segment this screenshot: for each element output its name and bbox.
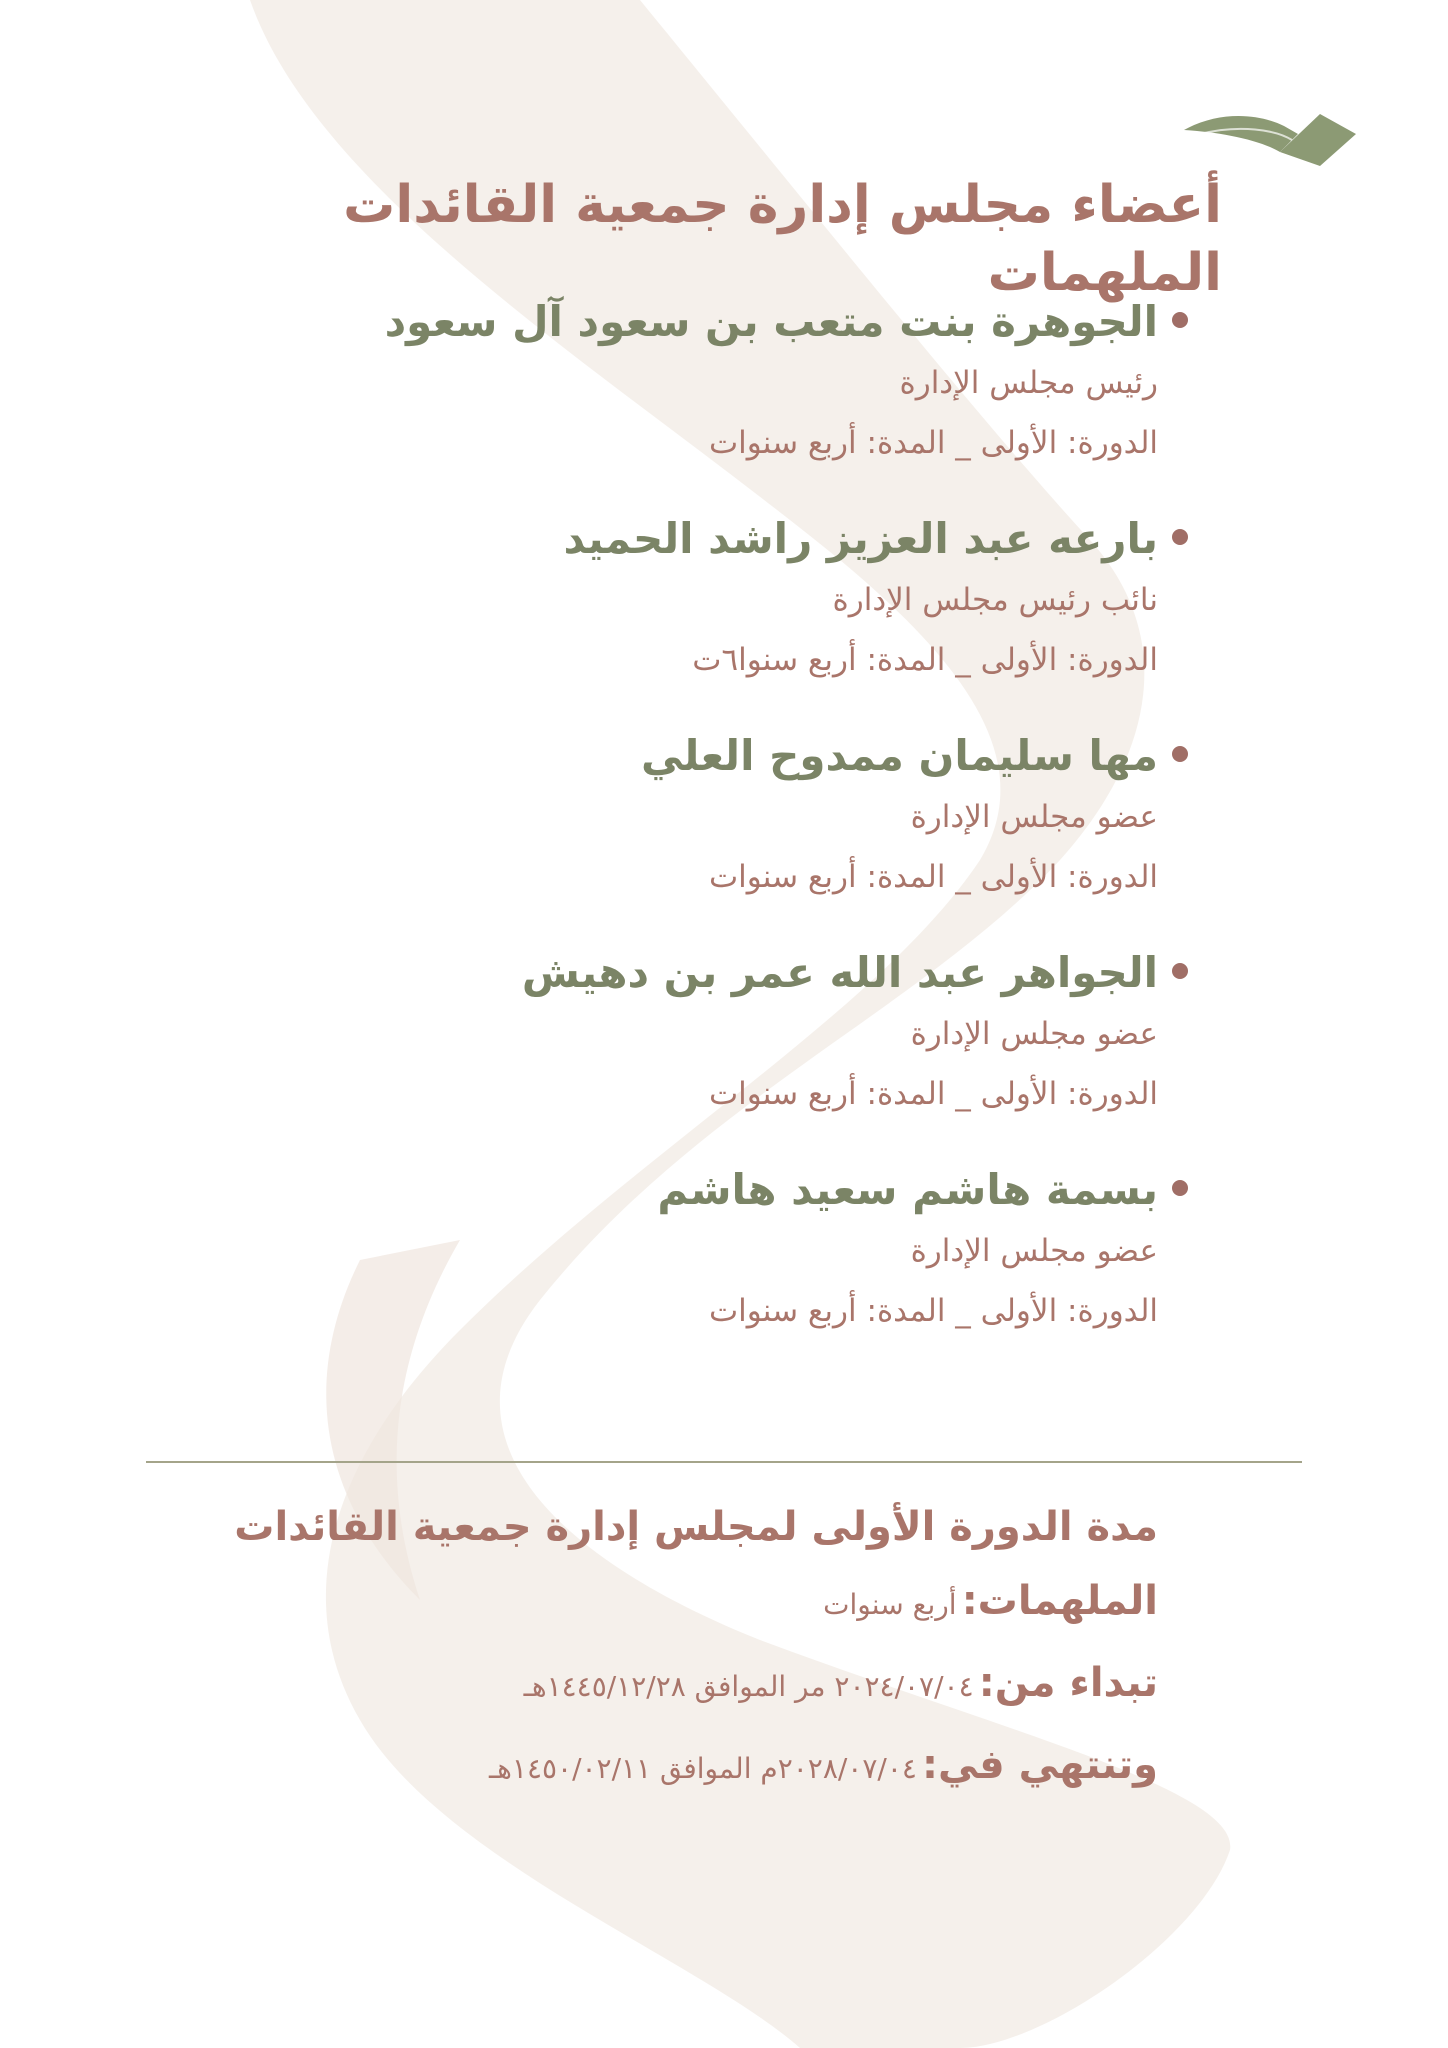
member-name: الجوهرة بنت متعب بن سعود آل سعود <box>384 297 1158 346</box>
term-heading: مدة الدورة الأولى لمجلس إدارة جمعية القائدات <box>234 1504 1158 1550</box>
term-summary <box>138 1490 1158 1810</box>
term-start-line <box>138 1646 1158 1728</box>
term-heading-continued: الملهمات: <box>961 1578 1158 1624</box>
member-item <box>258 1160 1158 1377</box>
member-role: عضو مجلس الإدارة <box>910 1233 1158 1269</box>
member-item <box>258 509 1158 726</box>
member-term: الدورة: الأولى _ المدة: أربع سنوات <box>708 1293 1158 1329</box>
term-end-label: وتنتهي في: <box>922 1742 1158 1788</box>
member-term: الدورة: الأولى _ المدة: أربع سنوات <box>708 425 1158 461</box>
member-role: نائب رئيس مجلس الإدارة <box>832 582 1158 618</box>
term-end-line <box>138 1728 1158 1810</box>
member-role: عضو مجلس الإدارة <box>910 1016 1158 1052</box>
member-term: الدورة: الأولى _ المدة: أربع سنوا٦ت <box>692 642 1158 678</box>
member-item <box>258 292 1158 509</box>
member-term: الدورة: الأولى _ المدة: أربع سنوات <box>708 859 1158 895</box>
page-title: أعضاء مجلس إدارة جمعية القائدات الملهمات <box>343 175 1222 303</box>
term-duration-value: أربع سنوات <box>823 1588 957 1621</box>
member-name: مها سليمان ممدوح العلي <box>640 731 1158 780</box>
bullet-icon <box>1172 746 1188 762</box>
term-duration-line <box>138 1564 1158 1646</box>
member-name: الجواهر عبد الله عمر بن دهيش <box>521 948 1158 997</box>
term-end-value: ٢٠٢٨/٠٧/٠٤م الموافق ١٤٥٠/٠٢/١١هـ <box>488 1752 917 1785</box>
term-start-label: تبداء من: <box>978 1660 1158 1706</box>
bullet-icon <box>1172 312 1188 328</box>
bullet-icon <box>1172 963 1188 979</box>
member-item <box>258 943 1158 1160</box>
term-start-value: ٢٠٢٤/٠٧/٠٤ مر الموافق ١٤٤٥/١٢/٢٨هـ <box>523 1670 974 1703</box>
section-divider <box>146 1461 1302 1463</box>
member-name: بسمة هاشم سعيد هاشم <box>657 1165 1158 1214</box>
board-members-list <box>258 292 1158 1377</box>
member-term: الدورة: الأولى _ المدة: أربع سنوات <box>708 1076 1158 1112</box>
member-role: رئيس مجلس الإدارة <box>899 365 1158 401</box>
member-item <box>258 726 1158 943</box>
bullet-icon <box>1172 529 1188 545</box>
leaf-ribbon-logo-icon <box>1180 100 1360 170</box>
member-name: بارعه عبد العزيز راشد الحميد <box>563 514 1158 563</box>
bullet-icon <box>1172 1180 1188 1196</box>
member-role: عضو مجلس الإدارة <box>910 799 1158 835</box>
